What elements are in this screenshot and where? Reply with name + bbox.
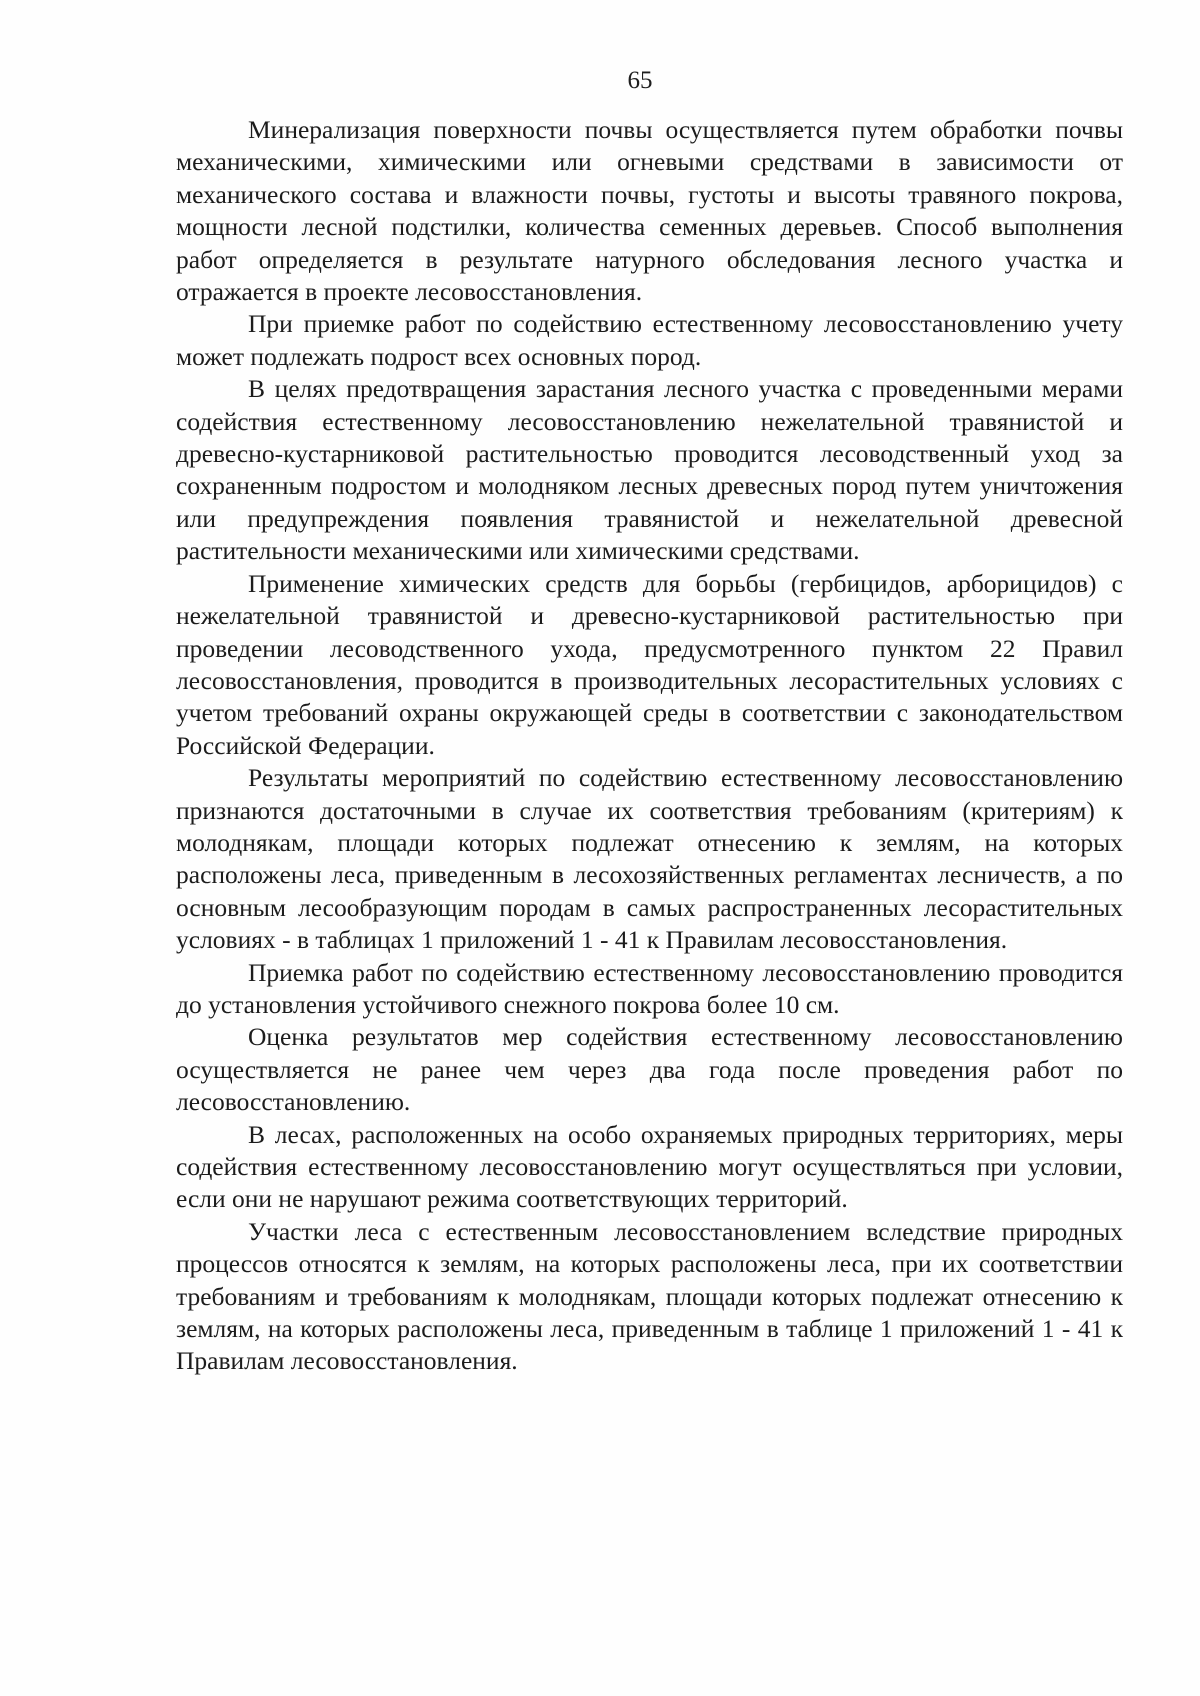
paragraph-mineralization: Минерализация поверхности почвы осуществляется путем обработки почвы механическими, химическими или огневыми средствами в зависимости от механического состава и влажности почвы, густоты и высоты травяного покрова, мощности лесной подстилки, количества семенных деревьев. Способ выполнения работ определяется в результате натурного обследования лесного участка и отражается в проекте лесовосстановления. xyxy=(176,115,1123,307)
paragraph-chemical-agents: Применение химических средств для борьбы (гербицидов, арборицидов) с нежелательной травянистой и древесно-кустарниковой растительностью при проведении лесоводственного ухода, предусмотренного пунктом 22 Правил лесовосстановления, проводится в производительных лесорастительных условиях с учетом требований охраны окружающей среды в соответствии с законодательством Российской Федерации. xyxy=(176,568,1123,760)
paragraph-protected-areas: В лесах, расположенных на особо охраняемых природных территориях, меры содействия естественному лесовосстановлению могут осуществляться при условии, если они не нарушают режима соответствующих территорий. xyxy=(176,1119,1123,1214)
paragraph-overgrowth-prevention: В целях предотвращения зарастания лесного участка с проведенными мерами содействия естественному лесовосстановлению нежелательной травянистой и древесно-кустарниковой растительностью проводится лесоводственный уход за сохраненным подростом и молодняком лесных древесных пород путем уничтожения или предупреждения появления травянистой и нежелательной древесной растительности механическими или химическими средствами. xyxy=(176,374,1123,566)
paragraph-evaluation-timing: Оценка результатов мер содействия естественному лесовосстановлению осуществляется не ранее чем через два года после проведения работ по лесовосстановлению. xyxy=(176,1022,1123,1117)
page-number: 65 xyxy=(627,67,653,94)
paragraph-natural-regeneration: Участки леса с естественным лесовосстановлением вследствие природных процессов относятся к землям, на которых расположены леса, при их соответствии требованиям и требованиям к молоднякам, площади которых подлежат отнесению к землям, на которых расположены леса, приведенным в таблице 1 приложений 1 - 41 к Правилам лесовосстановления. xyxy=(176,1216,1123,1376)
paragraph-results-sufficiency: Результаты мероприятий по содействию естественному лесовосстановлению признаются достаточными в случае их соответствия требованиям (критериям) к молоднякам, площади которых подлежат отнесению к землям, на которых расположены леса, приведенным в лесохозяйственных регламентах лесничеств, а по основным лесообразующим породам в самых распространенных лесорастительных условиях - в таблицах 1 приложений 1 - 41 к Правилам лесовосстановления. xyxy=(176,763,1123,955)
document-body xyxy=(176,114,1123,1378)
paragraph-acceptance-timing: Приемка работ по содействию естественному лесовосстановлению проводится до установления устойчивого снежного покрова более 10 см. xyxy=(176,957,1123,1019)
paragraph-acceptance-accounting: При приемке работ по содействию естественному лесовосстановлению учету может подлежать подрост всех основных пород. xyxy=(176,309,1123,371)
